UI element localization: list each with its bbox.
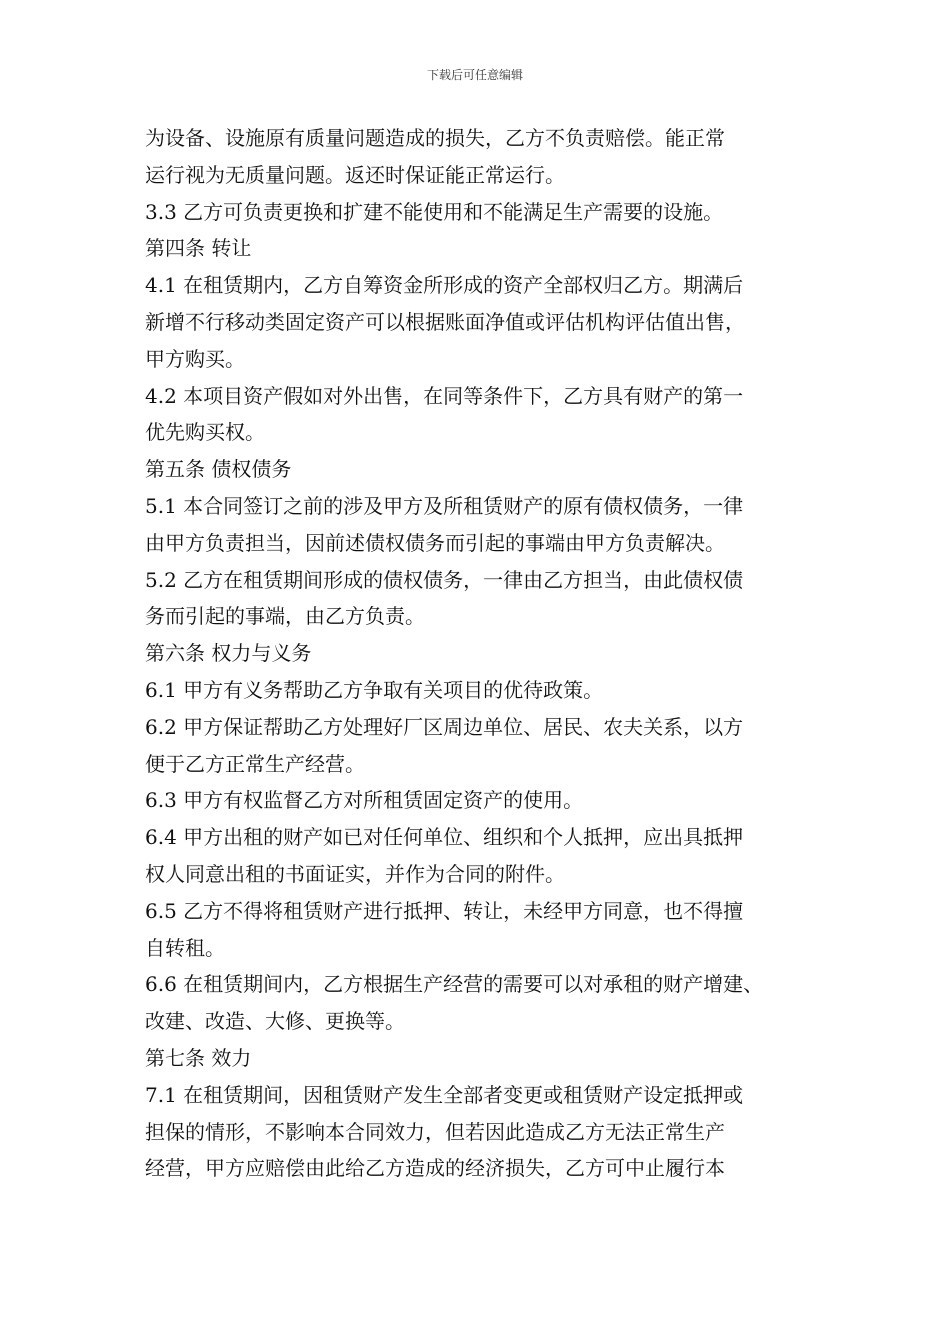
text-line: 权人同意出租的书面证实，并作为合同的附件。 [145, 861, 565, 886]
text-line: 务而引起的事端，由乙方负责。 [145, 604, 425, 629]
clause-3-3: 3.3 乙方可负责更换和扩建不能使用和不能满足生产需要的设施。 [145, 199, 724, 224]
clause-4-1: 4.1 在租赁期内，乙方自筹资金所形成的资产全部权归乙方。期满后 [145, 273, 744, 298]
text-line: 优先购买权。 [145, 420, 265, 445]
clause-4-2: 4.2 本项目资产假如对外出售，在同等条件下，乙方具有财产的第一 [145, 383, 744, 408]
page-header: 下载后可任意编辑 [426, 68, 523, 82]
section-heading-7: 第七条 效力 [145, 1045, 252, 1070]
text-line: 经营，甲方应赔偿由此给乙方造成的经济损失，乙方可中止履行本 [145, 1156, 725, 1181]
text-line: 甲方购买。 [145, 346, 245, 371]
text-line: 便于乙方正常生产经营。 [145, 751, 365, 776]
clause-7-1: 7.1 在租赁期间，因租赁财产发生全部者变更或租赁财产设定抵押或 [145, 1082, 744, 1107]
clause-6-5: 6.5 乙方不得将租赁财产进行抵押、转让，未经甲方同意，也不得擅 [145, 898, 744, 923]
document-body [145, 120, 825, 1187]
section-heading-6: 第六条 权力与义务 [145, 641, 312, 666]
text-line: 改建、改造、大修、更换等。 [145, 1009, 405, 1034]
clause-6-4: 6.4 甲方出租的财产如已对任何单位、组织和个人抵押，应出具抵押 [145, 825, 744, 850]
clause-6-2: 6.2 甲方保证帮助乙方处理好厂区周边单位、居民、农夫关系，以方 [145, 714, 744, 739]
text-line: 为设备、设施原有质量问题造成的损失，乙方不负责赔偿。能正常 [145, 126, 725, 150]
text-line: 担保的情形，不影响本合同效力，但若因此造成乙方无法正常生产 [145, 1119, 725, 1144]
section-heading-5: 第五条 债权债务 [145, 457, 292, 482]
text-line: 运行视为无质量问题。返还时保证能正常运行。 [145, 162, 565, 187]
clause-5-1: 5.1 本合同签订之前的涉及甲方及所租赁财产的原有债权债务，一律 [145, 493, 744, 518]
clause-6-6: 6.6 在租赁期间内，乙方根据生产经营的需要可以对承租的财产增建、 [145, 972, 764, 997]
clause-6-3: 6.3 甲方有权监督乙方对所租赁固定资产的使用。 [145, 788, 584, 813]
text-line: 新增不行移动类固定资产可以根据账面净值或评估机构评估值出售， [145, 309, 745, 334]
clause-6-1: 6.1 甲方有义务帮助乙方争取有关项目的优待政策。 [145, 677, 604, 702]
text-line: 自转租。 [145, 935, 225, 960]
clause-5-2: 5.2 乙方在租赁期间形成的债权债务，一律由乙方担当，由此债权债 [145, 567, 744, 592]
section-heading-4: 第四条 转让 [145, 236, 252, 261]
text-line: 由甲方负责担当，因前述债权债务而引起的事端由甲方负责解决。 [145, 530, 725, 555]
